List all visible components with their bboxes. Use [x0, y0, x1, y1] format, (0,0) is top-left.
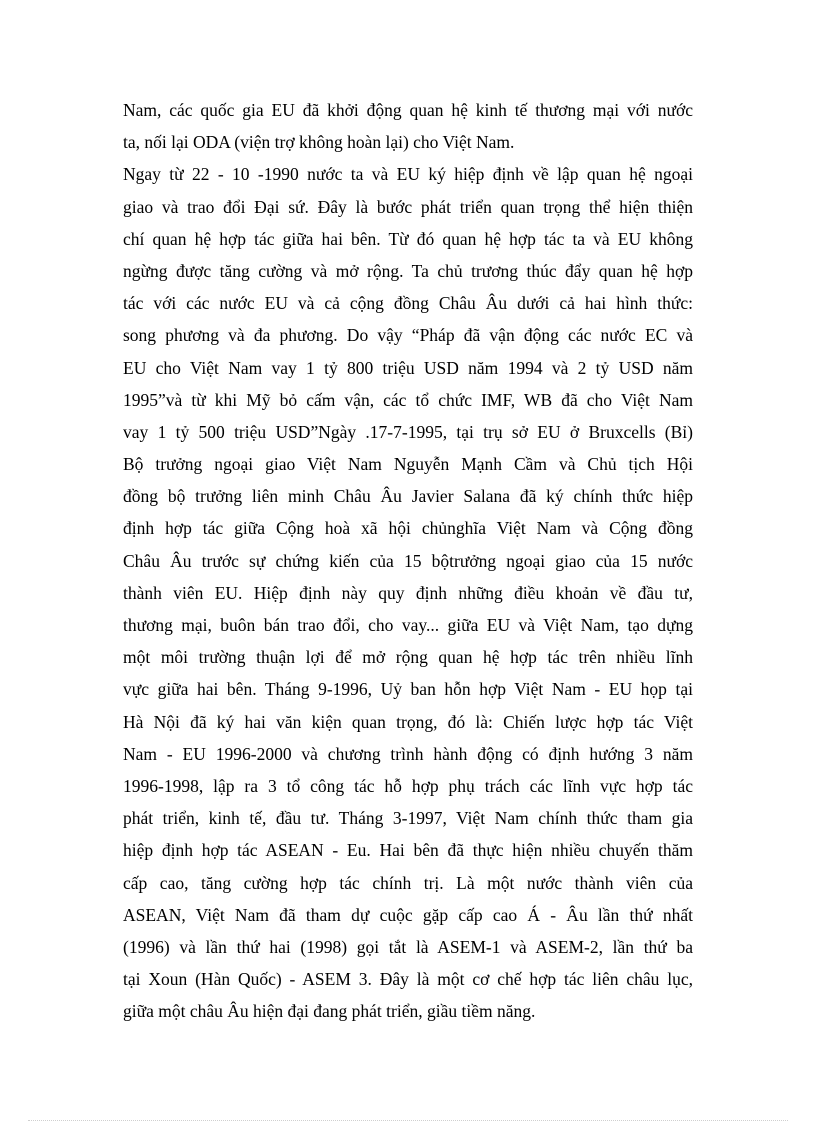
text-line: Nam - EU 1996-2000 và chương trình hành động có định hướng 3 năm — [123, 743, 693, 764]
text-line: 1995”và từ khi Mỹ bỏ cấm vận, các tổ chức IMF, WB đã cho Việt Nam — [123, 389, 693, 410]
text-line: EU cho Việt Nam vay 1 tỷ 800 triệu USD năm 1994 và 2 tỷ USD năm — [123, 357, 693, 378]
text-line: một môi trường thuận lợi để mở rộng quan hệ hợp tác trên nhiều lĩnh — [123, 647, 693, 668]
text-line: tại Xoun (Hàn Quốc) - ASEM 3. Đây là một cơ chế hợp tác liên châu lục, — [123, 969, 693, 990]
text-line: (1996) và lần thứ hai (1998) gọi tắt là ASEM-1 và ASEM-2, lần thứ ba — [123, 936, 693, 957]
text-line: Châu Âu trước sự chứng kiến của 15 bộtrưởng ngoại giao của 15 nước — [123, 550, 693, 571]
text-line: Bộ trưởng ngoại giao Việt Nam Nguyễn Mạnh Cầm và Chủ tịch Hội — [123, 454, 693, 475]
text-line: thương mại, buôn bán trao đổi, cho vay... giữa EU và Việt Nam, tạo dựng — [123, 615, 693, 635]
text-line: 1996-1998, lập ra 3 tổ công tác hỗ hợp phụ trách các lĩnh vực hợp tác — [123, 775, 693, 796]
text-line: hiệp định hợp tác ASEAN - Eu. Hai bên đã thực hiện nhiều chuyến thăm — [123, 840, 693, 861]
text-line: ta, nối lại ODA (viện trợ không hoàn lại) cho Việt Nam. — [123, 132, 515, 153]
text-line: vay 1 tỷ 500 triệu USD”Ngày .17-7-1995, tại trụ sở EU ở Bruxcells (Bỉ) — [123, 421, 693, 442]
text-line: ngừng được tăng cường và mở rộng. Ta chủ trương thúc đẩy quan hệ hợp — [123, 260, 693, 281]
text-line: chí quan hệ hợp tác giữa hai bên. Từ đó quan hệ hợp tác ta và EU không — [123, 228, 693, 249]
text-line: thành viên EU. Hiệp định này quy định những điều khoản về đầu tư, — [123, 582, 693, 603]
text-line: Ngay từ 22 - 10 -1990 nước ta và EU ký hiệp định về lập quan hệ ngoại — [123, 164, 693, 185]
text-line: vực giữa hai bên. Tháng 9-1996, Uỷ ban hỗn hợp Việt Nam - EU họp tại — [123, 679, 693, 700]
text-line: ASEAN, Việt Nam đã tham dự cuộc gặp cấp cao Á - Âu lần thứ nhất — [123, 904, 693, 925]
text-line: Hà Nội đã ký hai văn kiện quan trọng, đó là: Chiến lược hợp tác Việt — [123, 711, 693, 732]
text-line: tác với các nước EU và cả cộng đồng Châu Âu dưới cả hai hình thức: — [123, 293, 693, 314]
text-line: cấp cao, tăng cường hợp tác chính trị. Là một nước thành viên của — [123, 872, 693, 893]
text-line: song phương và đa phương. Do vậy “Pháp đã vận động các nước EC và — [123, 325, 693, 346]
text-line: định hợp tác giữa Cộng hoà xã hội chủnghĩa Việt Nam và Cộng đồng — [123, 518, 693, 539]
text-line: đồng bộ trưởng liên minh Châu Âu Javier Salana đã ký chính thức hiệp — [123, 486, 693, 507]
body-text — [123, 94, 693, 1027]
text-line: giữa một châu Âu hiện đại đang phát triển, giầu tiềm năng. — [123, 1001, 536, 1022]
text-line: giao và trao đổi Đại sứ. Đây là bước phát triển quan trọng thể hiện thiện — [123, 196, 693, 217]
text-line: Nam, các quốc gia EU đã khởi động quan hệ kinh tế thương mại với nước — [123, 100, 693, 120]
page-bottom-divider — [28, 1120, 788, 1121]
text-line: phát triển, kinh tế, đầu tư. Tháng 3-1997, Việt Nam chính thức tham gia — [123, 808, 693, 829]
